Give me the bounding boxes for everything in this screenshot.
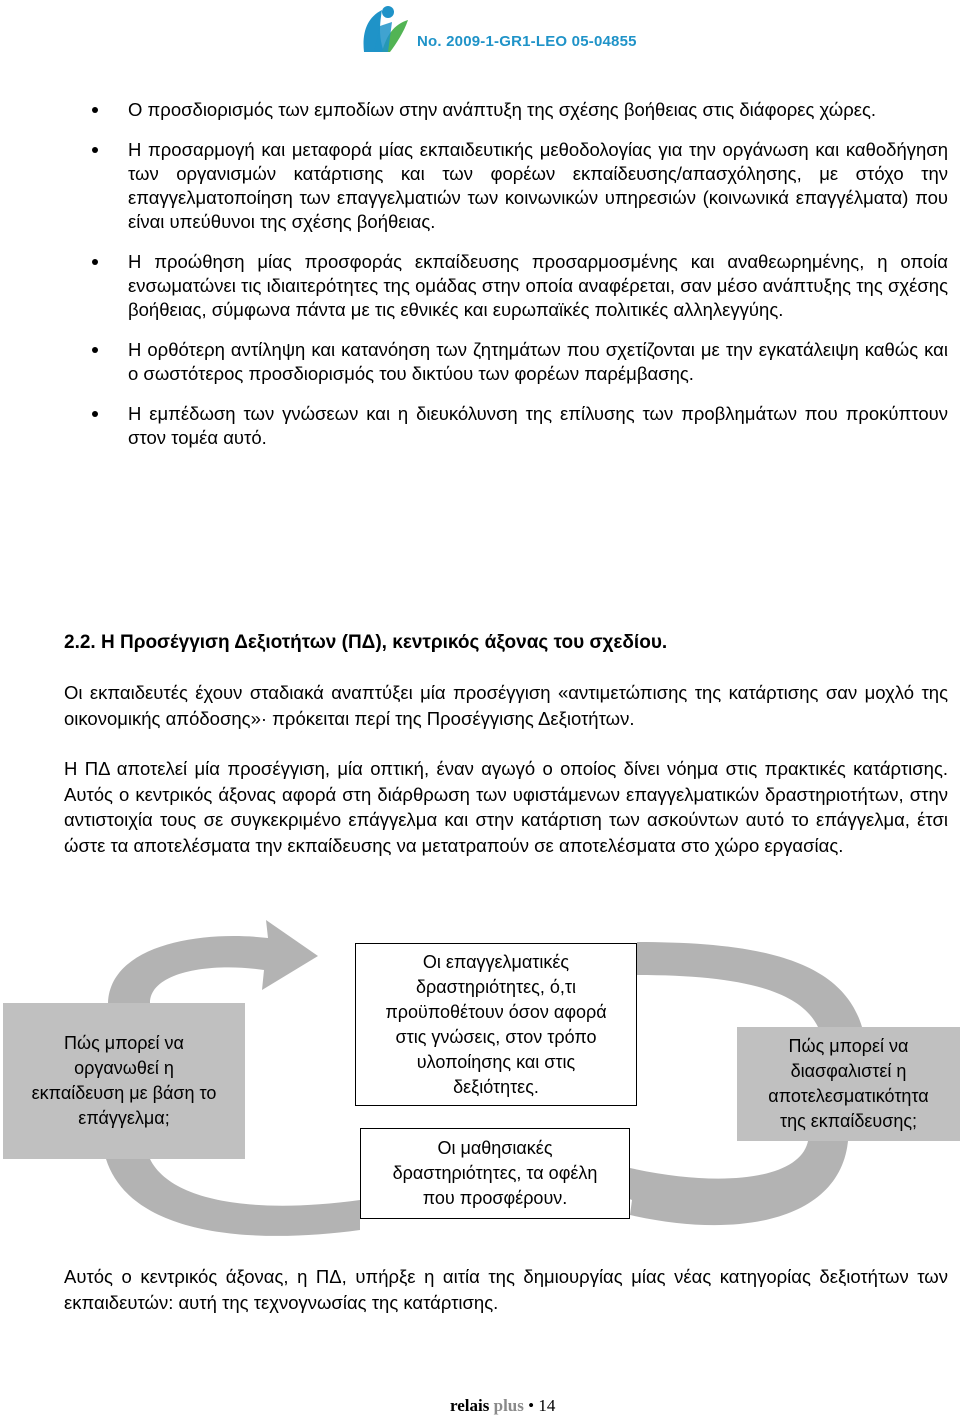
list-item-text: Η προσαρμογή και μεταφορά μίας εκπαιδευτικής μεθοδολογίας για την οργάνωση και καθοδήγηση των οργανισμών κατάρτισης και των φορέων εκπαίδευσης/απασχόλησης, με στόχο την επαγγελματοποίηση των επαγγελματιών των κοινωνικών υπηρεσιών (κοινωνικά επαγγέλματα) που είναι υπεύθυνοι της σχέσης βοήθειας. <box>128 139 948 232</box>
box-line: δραστηριότητες, ό,τι <box>416 976 576 997</box>
paragraph-conclusion: Αυτός ο κεντρικός άξονας, η ΠΔ, υπήρξε η αιτία της δημιουργίας μίας νέας κατηγορίας δεξιοτήτων των εκπαιδευτών: αυτή της τεχνογνωσίας της κατάρτισης. <box>64 1266 948 1313</box>
paragraph-definition: Η ΠΔ αποτελεί μία προσέγγιση, μία οπτική, έναν αγωγό ο οποίος δίνει νόημα στις πρακτικές κατάρτισης. Αυτός ο κεντρικός άξονας αφορά στη διάρθρωση των υφιστάμενων επαγγελματικών δραστηριοτήτων, στην αντιστοιχία τους σε συγκεκριμένο επάγγελμα και στην κατάρτιση των ασκούντων αυτό το επάγγελμα, έτσι ώστε τα αποτελέσματα την εκπαίδευσης να μετατραπούν σε αποτελέσματα στο χώρο εργασίας. <box>64 758 948 856</box>
list-item-text: Η ορθότερη αντίληψη και κατανόηση των ζητημάτων που σχετίζονται με την εγκατάλειψη καθώς και ο σωστότερος προσδιορισμός του δικτύου των φορέων παρέμβασης. <box>128 339 948 384</box>
diagram-box-learning-activities <box>360 1128 630 1219</box>
project-code: No. 2009-1-GR1-LEO 05-04855 <box>417 33 637 50</box>
section-heading: 2.2. Η Προσέγγιση Δεξιοτήτων (ΠΔ), κεντρικός άξονας του σχεδίου. <box>64 632 668 653</box>
box-line: Οι μαθησιακές <box>437 1138 553 1158</box>
list-item-text: Ο προσδιορισμός των εμποδίων στην ανάπτυξη της σχέσης βοήθειας στις διάφορες χώρες. <box>128 99 877 120</box>
box-line: διασφαλιστεί η <box>790 1061 907 1081</box>
box-line: Πώς μπορεί να <box>64 1033 184 1053</box>
diagram-box-organise-training <box>3 1003 245 1159</box>
box-line: δραστηριότητες, τα οφέλη <box>392 1163 598 1183</box>
box-line: που προσφέρουν. <box>422 1188 568 1208</box>
box-line: της εκπαίδευσης; <box>779 1111 918 1131</box>
box-line: εκπαίδευση με βάση το <box>31 1083 217 1103</box>
diagram-box-training-effectiveness <box>737 1027 960 1141</box>
list-item-text: Η εμπέδωση των γνώσεων και η διευκόλυνση της επίλυσης των προβλημάτων που προκύπτουν στον τομέα αυτό. <box>128 403 948 448</box>
page-footer <box>450 1396 555 1416</box>
box-line: οργανωθεί η <box>74 1058 174 1078</box>
box-line: υλοποίησης και στις <box>416 1051 576 1072</box>
footer-brand: relais <box>450 1396 490 1415</box>
curved-arrow-icon <box>108 920 318 1003</box>
box-line: στις γνώσεις, στον τρόπο <box>395 1026 597 1047</box>
page-number: 14 <box>538 1396 556 1415</box>
box-line: επάγγελμα; <box>78 1108 170 1128</box>
footer-separator: • <box>528 1396 535 1415</box>
box-line: Οι επαγγελματικές <box>422 951 570 972</box>
box-line: Πώς μπορεί να <box>788 1036 909 1056</box>
box-line: αποτελεσματικότητα <box>768 1086 929 1106</box>
diagram-box-professional-activities <box>355 943 637 1106</box>
footer-brand-plus: plus <box>493 1396 524 1415</box>
box-line: δεξιότητες. <box>453 1076 539 1097</box>
list-item-text: Η προώθηση μίας προσφοράς εκπαίδευσης προσαρμοσμένης και αναθεωρημένης, η οποία ενσωματώνει τις ιδιαιτερότητες της ομάδας στην οποία αναφέρεται, σαν μέσο ανάπτυξης της σχέσης βοήθειας, σύμφωνα πάντα με τις εθνικές και ευρωπαϊκές πολιτικές αλληλεγγύης. <box>128 251 948 320</box>
paragraph-intro: Οι εκπαιδευτές έχουν σταδιακά αναπτύξει μία προσέγγιση «αντιμετώπισης της κατάρτισης σαν μοχλό της οικονομικής απόδοσης»· πρόκειται περί της Προσέγγισης Δεξιοτήτων. <box>64 682 948 729</box>
box-line: προϋποθέτουν όσον αφορά <box>385 1001 607 1022</box>
